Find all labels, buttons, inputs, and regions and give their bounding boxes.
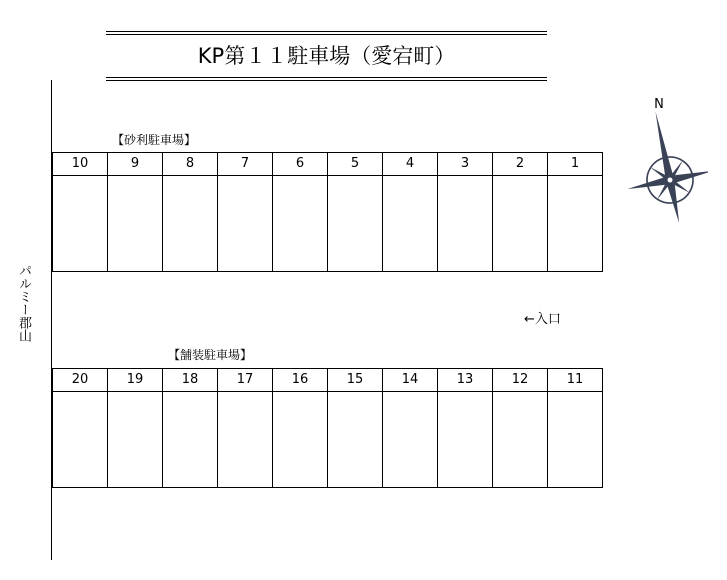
parking-space [273,176,328,272]
entrance-label: ←入口 [524,312,561,327]
space-number: 2 [493,153,548,176]
parking-space [493,392,548,488]
gravel-lot-label: 【砂利駐車場】 [112,133,197,147]
street-label: パルミー郡山 [16,264,31,342]
parking-space [438,392,493,488]
compass-north-point [652,111,674,178]
parking-space [548,392,603,488]
space-number: 1 [548,153,603,176]
parking-space [383,176,438,272]
parking-space [438,176,493,272]
space-number: 16 [273,369,328,392]
space-number: 10 [53,153,108,176]
compass-north-label: N [654,97,664,112]
parking-space [328,392,383,488]
space-number: 18 [163,369,218,392]
paved-lot-label: 【舗装駐車場】 [168,348,253,362]
space-number: 9 [108,153,163,176]
parking-space [163,176,218,272]
parking-space [108,392,163,488]
space-number: 3 [438,153,493,176]
parking-space [328,176,383,272]
parking-space [108,176,163,272]
parking-space [163,392,218,488]
page-title: KP第１１駐車場（愛宕町） [197,44,456,68]
space-number: 17 [218,369,273,392]
gravel-lot-grid [52,152,603,272]
parking-space [548,176,603,272]
parking-space [218,176,273,272]
compass-rose-icon [628,92,708,222]
space-number: 19 [108,369,163,392]
space-number: 7 [218,153,273,176]
space-number: 4 [383,153,438,176]
title-rule-bottom-outer [106,80,547,81]
parking-space [53,392,108,488]
title-rule-top-inner [106,34,547,35]
compass-body [628,102,708,222]
space-number: 8 [163,153,218,176]
parking-space [273,392,328,488]
space-number: 6 [273,153,328,176]
title-rule-bottom-inner [106,77,547,78]
space-number: 11 [548,369,603,392]
paved-lot-grid [52,368,603,488]
space-number: 12 [493,369,548,392]
space-number: 14 [383,369,438,392]
space-number: 13 [438,369,493,392]
space-number: 20 [53,369,108,392]
title-rule-top-outer [106,31,547,32]
space-number: 5 [328,153,383,176]
parking-space [493,176,548,272]
parking-space [218,392,273,488]
parking-space [53,176,108,272]
parking-space [383,392,438,488]
space-number: 15 [328,369,383,392]
